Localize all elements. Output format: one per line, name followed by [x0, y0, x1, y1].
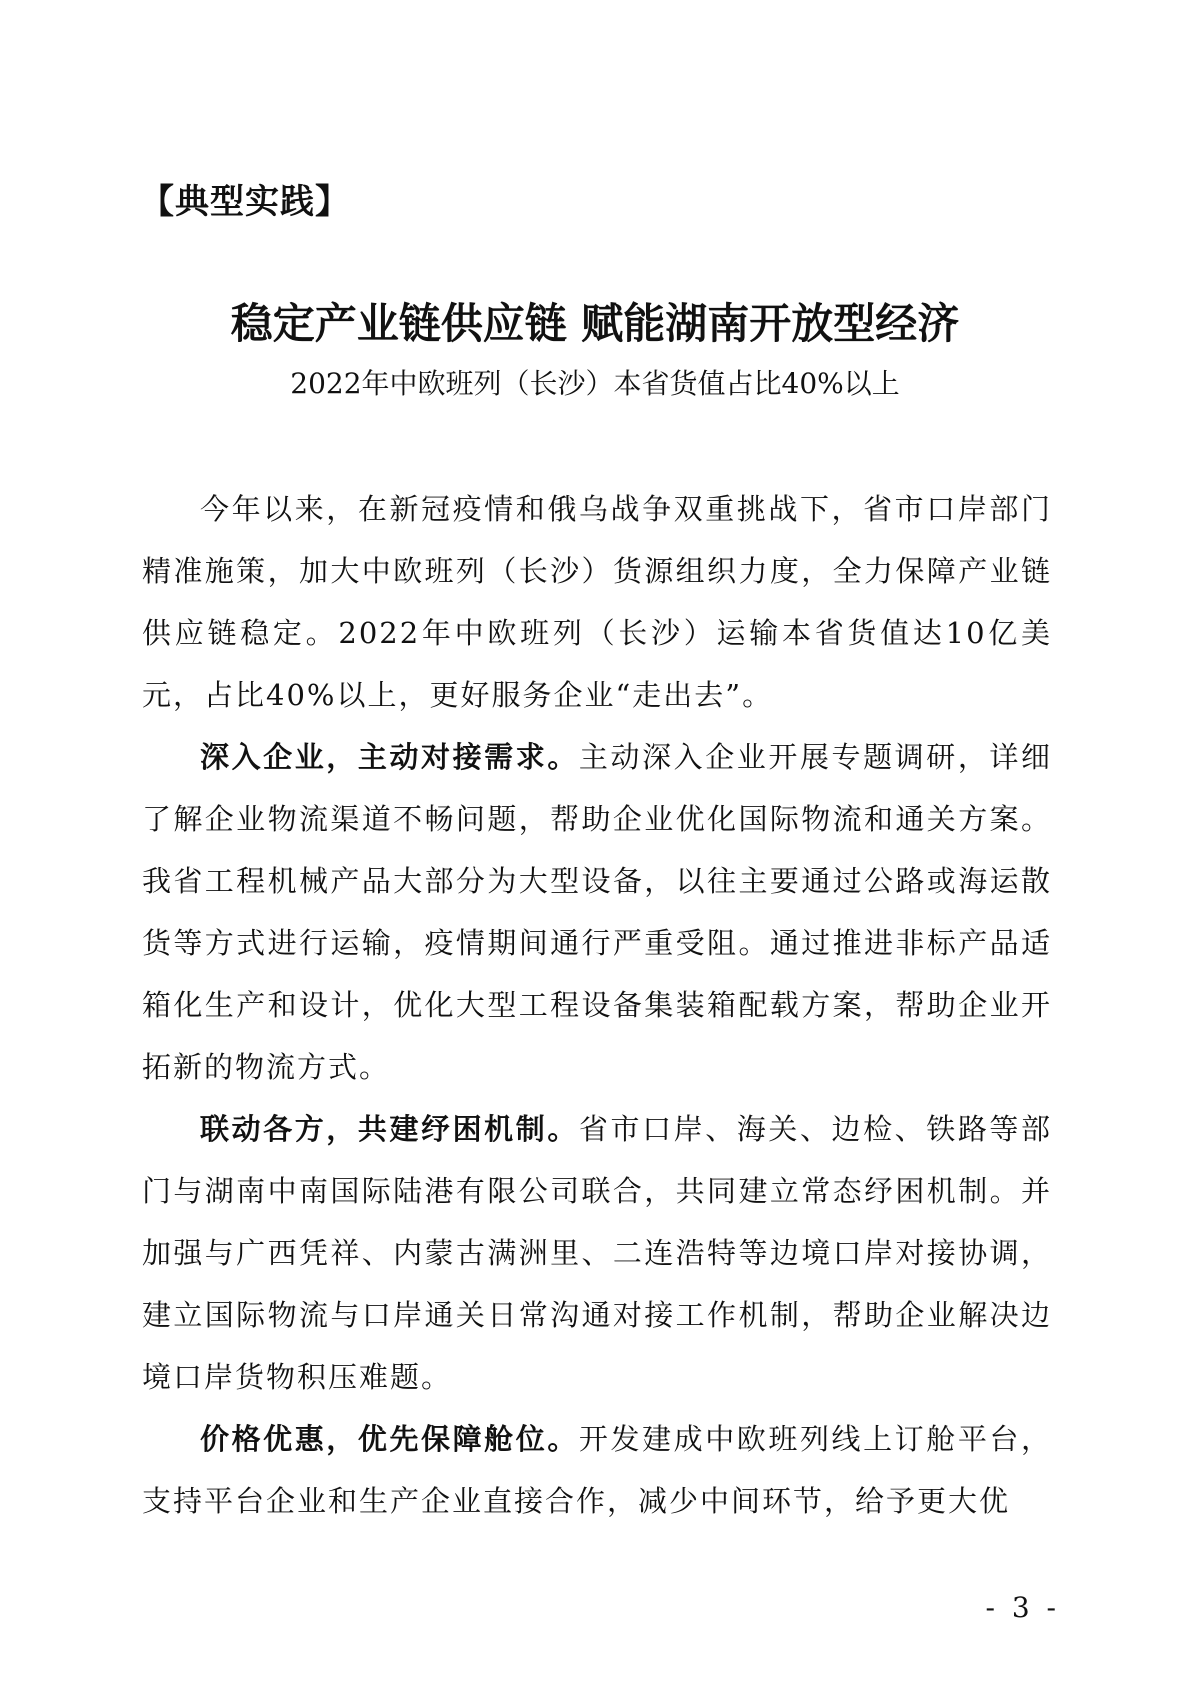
section-tag: 【典型实践】 — [140, 182, 350, 222]
paragraph-lead: 联动各方，共建纾困机制。 — [200, 1112, 579, 1146]
paragraph-text: 主动深入企业开展专题调研，详细了解企业物流渠道不畅问题，帮助企业优化国际物流和通关方案。我省工程机械产品大部分为大型设备，以往主要通过公路或海运散货等方式进行运输，疫情期间通行严重受阻。通过推进非标产品适箱化生产和设计，优化大型工程设备集装箱配载方案，帮助企业开拓新的物流方式。 — [142, 740, 1052, 1084]
article-body — [142, 478, 1052, 1532]
paragraph-price-discount — [142, 1408, 1052, 1532]
paragraph-enterprise-outreach — [142, 726, 1052, 1098]
paragraph-text: 省市口岸、海关、边检、铁路等部门与湖南中南国际陆港有限公司联合，共同建立常态纾困机制。并加强与广西凭祥、内蒙古满洲里、二连浩特等边境口岸对接协调，建立国际物流与口岸通关日常沟通对接工作机制，帮助企业解决边境口岸货物积压难题。 — [142, 1112, 1052, 1394]
page-number: - 3 - — [985, 1591, 1060, 1624]
article-subtitle: 2022年中欧班列（长沙）本省货值占比40%以上 — [290, 367, 900, 400]
article-title: 稳定产业链供应链 赋能湖南开放型经济 — [230, 299, 960, 348]
paragraph-text: 今年以来，在新冠疫情和俄乌战争双重挑战下，省市口岸部门精准施策，加大中欧班列（长沙）货源组织力度，全力保障产业链供应链稳定。2022年中欧班列（长沙）运输本省货值达10亿美元，占比40%以上，更好服务企业“走出去”。 — [142, 492, 1052, 712]
paragraph-lead: 价格优惠，优先保障舱位。 — [200, 1422, 579, 1456]
paragraph-relief-mechanism — [142, 1098, 1052, 1408]
paragraph-lead: 深入企业，主动对接需求。 — [200, 740, 579, 774]
paragraph-intro — [142, 478, 1052, 726]
paragraph-text: 开发建成中欧班列线上订舱平台，支持平台企业和生产企业直接合作，减少中间环节，给予更大优 — [142, 1422, 1052, 1518]
